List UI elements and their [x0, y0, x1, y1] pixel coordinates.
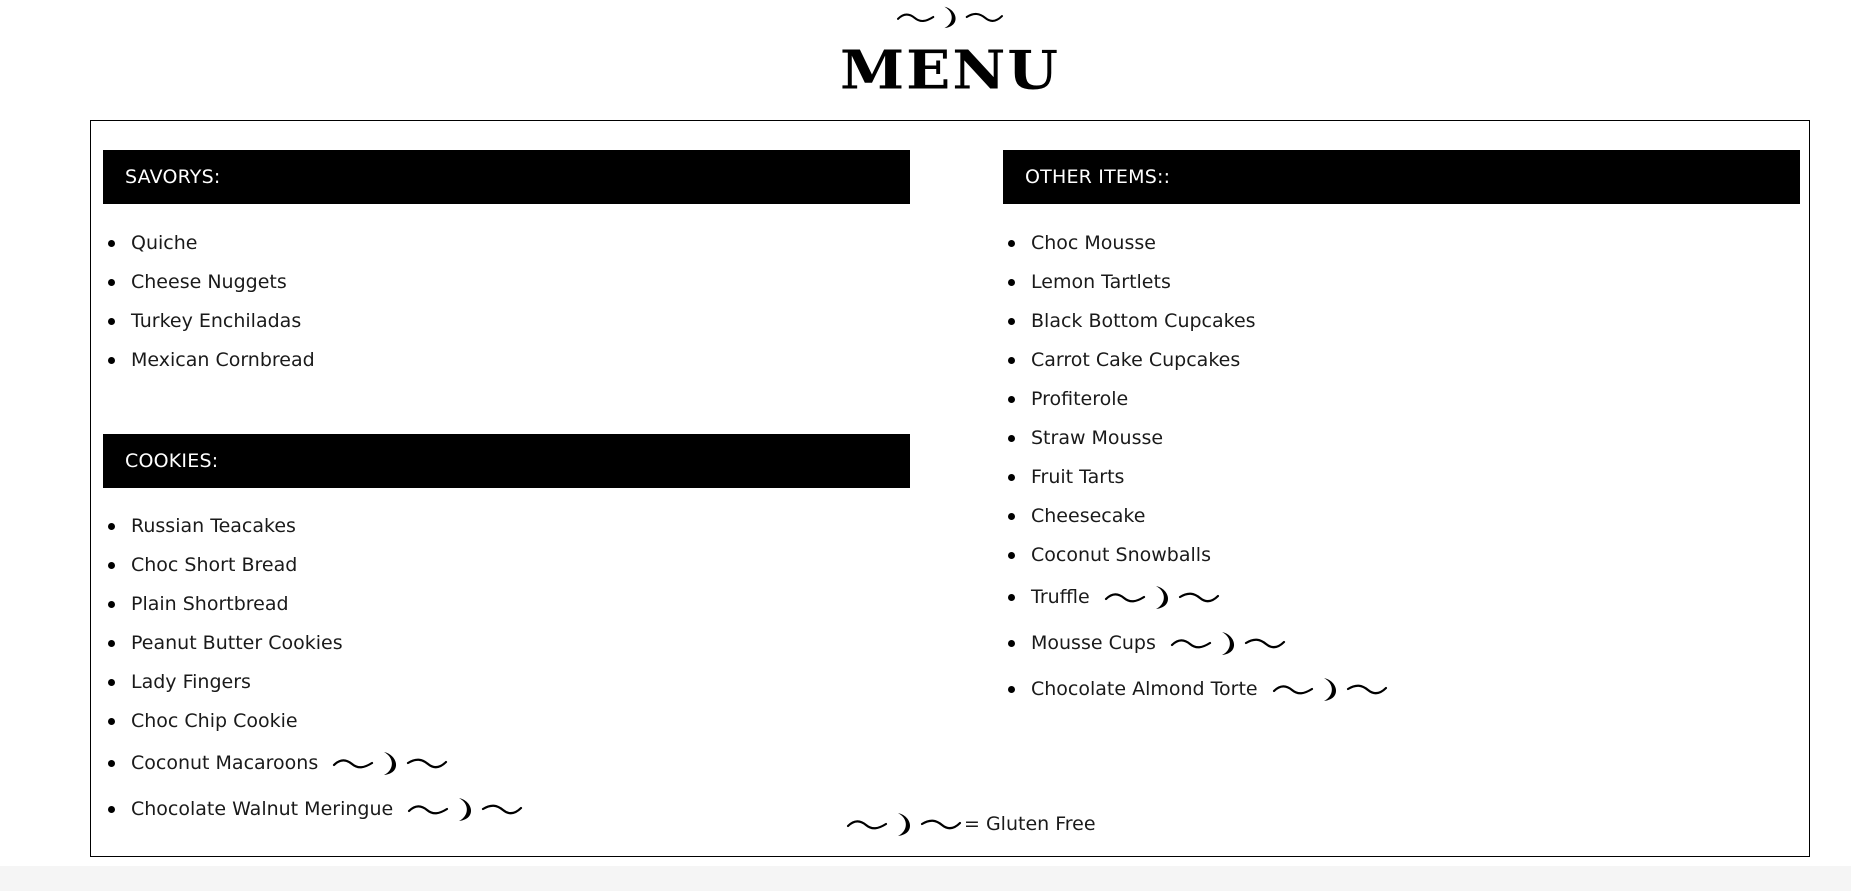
menu-frame	[90, 120, 1810, 857]
menu-item-label: Cheesecake	[1031, 504, 1146, 527]
menu-item-label: Truffle	[1031, 586, 1090, 608]
menu-item	[103, 662, 910, 701]
page-footer-band	[0, 866, 1851, 891]
menu-item-label: Chocolate Almond Torte	[1031, 678, 1258, 700]
menu-item	[103, 301, 910, 340]
menu-item	[1003, 301, 1800, 340]
menu-item	[1003, 457, 1800, 496]
menu-item	[103, 701, 910, 740]
menu-item-label: Coconut Snowballs	[1031, 543, 1211, 566]
menu-item-label: Peanut Butter Cookies	[131, 631, 343, 654]
savory-item-list	[103, 223, 910, 379]
menu-item-label: Turkey Enchiladas	[131, 309, 302, 332]
menu-item	[103, 584, 910, 623]
crescent-moon-flourish-icon	[332, 749, 448, 777]
menu-item-label: Plain Shortbread	[131, 592, 289, 615]
menu-item-label: Choc Mousse	[1031, 231, 1156, 254]
menu-item	[1003, 535, 1800, 574]
menu-item-label: Lady Fingers	[131, 670, 251, 693]
menu-item-label: Cheese Nuggets	[131, 270, 287, 293]
page-title: MENU	[839, 38, 1060, 102]
legend-text: = Gluten Free	[964, 813, 1096, 835]
crescent-moon-flourish-icon	[846, 810, 962, 838]
menu-item	[103, 340, 910, 379]
menu-item-label: Carrot Cake Cupcakes	[1031, 348, 1241, 371]
menu-item-label: Black Bottom Cupcakes	[1031, 309, 1256, 332]
menu-item	[103, 506, 910, 545]
menu-item-label: Straw Mousse	[1031, 426, 1164, 449]
menu-item	[103, 262, 910, 301]
menu-item-label: Coconut Macaroons	[131, 752, 319, 774]
menu-item-label: Mousse Cups	[1031, 632, 1156, 654]
other-item-list	[1003, 223, 1800, 712]
section-header-savory: SAVORYS:	[103, 150, 910, 204]
menu-item-label: Russian Teacakes	[131, 514, 296, 537]
menu-item	[1003, 262, 1800, 301]
cookies-item-list	[103, 506, 910, 832]
menu-item	[103, 623, 910, 662]
crescent-moon-flourish-icon	[407, 795, 523, 823]
menu-item	[1003, 574, 1800, 620]
menu-item-label: Quiche	[131, 231, 198, 254]
menu-item-label: Chocolate Walnut Meringue	[131, 798, 394, 820]
section-header-other: OTHER ITEMS::	[1003, 150, 1800, 204]
menu-item	[103, 740, 910, 786]
menu-item	[1003, 620, 1800, 666]
crescent-moon-flourish-icon	[1104, 583, 1220, 611]
menu-item	[1003, 223, 1800, 262]
menu-item-label: Mexican Cornbread	[131, 348, 315, 371]
menu-item	[103, 786, 910, 832]
menu-item-label: Fruit Tarts	[1031, 465, 1125, 488]
menu-item	[1003, 418, 1800, 457]
menu-item	[1003, 340, 1800, 379]
menu-item-label: Choc Short Bread	[131, 553, 298, 576]
gluten-free-legend	[846, 808, 1096, 840]
menu-item	[1003, 666, 1800, 712]
menu-item	[1003, 379, 1800, 418]
crescent-moon-flourish-icon	[1170, 629, 1286, 657]
section-header-cookies: COOKIES:	[103, 434, 910, 488]
menu-item-label: Profiterole	[1031, 387, 1129, 410]
menu-item	[1003, 496, 1800, 535]
crescent-moon-flourish-icon	[1272, 675, 1388, 703]
menu-item-label: Choc Chip Cookie	[131, 709, 298, 732]
crescent-moon-flourish-icon	[893, 4, 1007, 30]
menu-item	[103, 223, 910, 262]
menu-item-label: Lemon Tartlets	[1031, 270, 1171, 293]
menu-item	[103, 545, 910, 584]
